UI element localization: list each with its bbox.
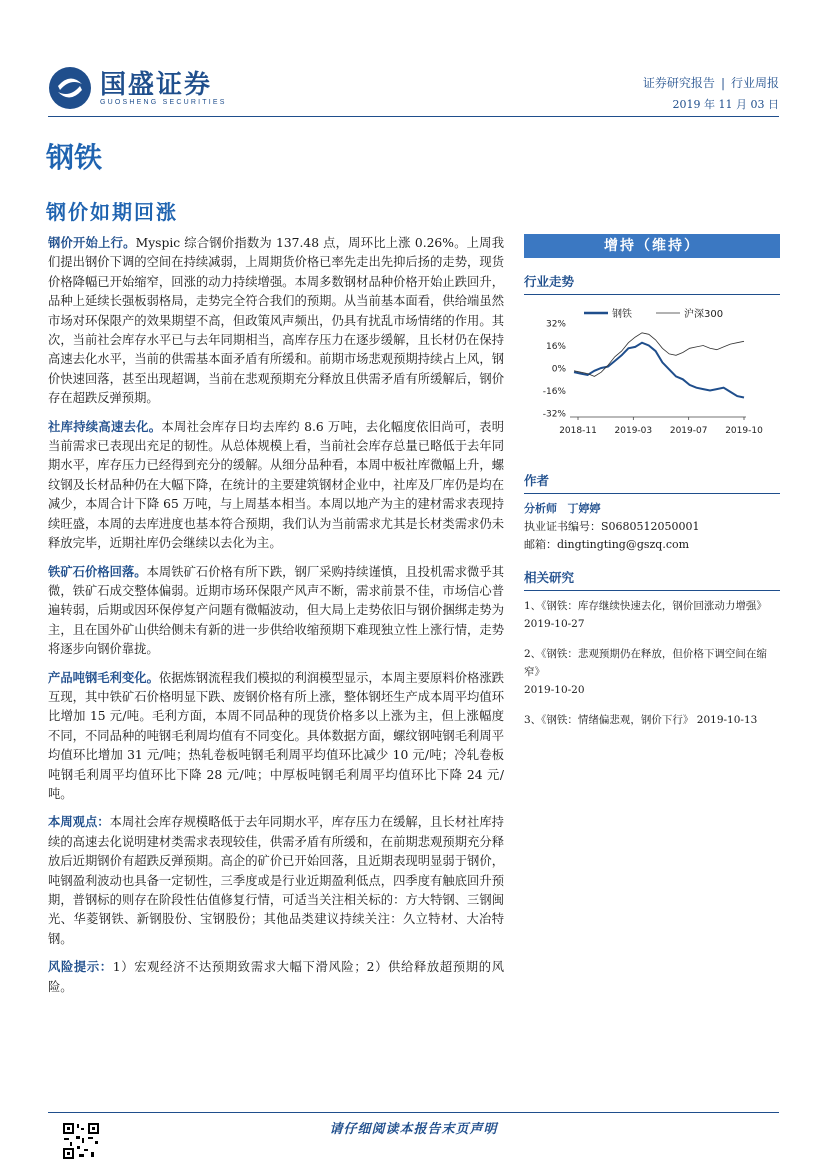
logo-name-cn: 国盛证券 (100, 69, 213, 100)
email-link[interactable]: dingtingting@gszq.com (557, 538, 690, 551)
related-list (524, 597, 780, 729)
related-item[interactable] (524, 645, 780, 699)
section-paragraph (48, 234, 504, 409)
main-content (48, 234, 504, 1006)
logo-icon (48, 66, 92, 110)
x-tick-label: 2019-10 (725, 426, 763, 436)
section-body: 本周社会库存规模略低于去年同期水平，库存压力在缓解，且长材社库持续的高速去化说明建材类需求表现较佳，供需矛盾有所缓和，在前期悲观预期充分释放后近期钢价有超跌反弹预期。高企的矿价已开始回落，且近期表现明显弱于钢价，吨钢盈利波动也具备一定韧性，三季度或是行业近期盈利低点，四季度有触底回升预期，普钢标的则存在阶段性估值修复行情，可适当关注相关标的：方大特钢、三钢闽光、华菱钢铁、新钢股份、宝钢股份；其他品类建议持续关注：久立特材、大冶特钢。 (48, 815, 504, 946)
section-paragraph (48, 813, 504, 949)
section-body: 1）宏观经济不达预期致需求大幅下滑风险；2）供给释放超预期的风险。 (48, 960, 504, 994)
license-label: 执业证书编号： (524, 520, 601, 533)
related-heading: 相关研究 (524, 568, 780, 591)
section-heading: 本周观点： (48, 815, 110, 830)
trend-chart-svg (524, 301, 780, 457)
y-tick-label: 16% (545, 342, 566, 352)
license-number: S0680512050001 (601, 520, 700, 533)
related-title-inline (524, 711, 780, 729)
related-item[interactable] (524, 711, 780, 729)
trend-chart (524, 301, 780, 457)
y-tick-label: -32% (542, 409, 566, 420)
sector-name: 钢铁 (46, 141, 103, 174)
section-body: 依据炼钢流程我们模拟的利润模型显示，本周主要原料价格涨跌互现，其中铁矿石价格明显下跌、废钢价格有所上涨，整体钢坯生产成本周平均值环比增加 15 元/吨。毛利方面，本周不同品种的现货价格多以上涨为主，但上涨幅度不同，不同品种的吨钢毛利周均值有不同变化。具体数据方面，螺纹钢吨钢毛利周平均值环比增加 31 元/吨；热轧卷板吨钢毛利周平均值环比减少 10 元/吨；冷轧卷板吨钢毛利周平均值环比下降 28 元/吨；中厚板吨钢毛利周平均值环比下降 24 元/吨。 (48, 670, 504, 801)
legend-label-steel: 钢铁 (612, 309, 632, 320)
footer-divider (48, 1112, 779, 1113)
section-paragraph (48, 669, 504, 805)
footer-disclaimer: 请仔细阅读本报告末页声明 (329, 1122, 498, 1137)
related-date: 2019-10-13 (696, 714, 758, 726)
analyst-label: 分析师 (524, 502, 557, 515)
report-date: 2019 年 11 月 03 日 (672, 98, 779, 111)
y-tick-label: -16% (542, 387, 566, 397)
section-paragraph (48, 418, 504, 554)
report-category: 行业周报 (730, 76, 779, 90)
section-paragraph (48, 563, 504, 660)
related-title: 2、《钢铁：悲观预期仍在释放，但价格下调空间在缩窄》 (524, 648, 767, 678)
related-date: 2019-10-27 (524, 618, 585, 630)
x-tick-label: 2019-07 (669, 426, 708, 436)
header-divider (48, 116, 779, 117)
trend-heading: 行业走势 (524, 272, 780, 295)
report-type-line: 证券研究报告 | 行业周报 (642, 76, 779, 90)
section-heading: 风险提示： (48, 960, 113, 975)
section-body: 本周铁矿石价格有所下跌，钢厂采购持续谨慎，且投机需求微乎其微，铁矿石成交整体偏弱。近期市场环保限产风声不断，需求前景不佳，市场信心普遍转弱，后期或因环保停复产问题有微幅波动，但大局上走势依旧与钢价捆绑走势为主，且在国外矿山供给侧未有新的进一步供给收缩预期下难现独立性上涨行情，走势将逐步向钢价靠拢。 (48, 564, 504, 657)
x-tick-label: 2019-03 (614, 426, 653, 436)
y-tick-label: 32% (545, 319, 566, 330)
analyst-name: 丁婷婷 (567, 502, 601, 515)
brand-logo (48, 66, 227, 110)
section-heading: 铁矿石价格回落。 (48, 564, 147, 579)
related-item[interactable] (524, 597, 780, 633)
related-title: 3、《钢铁：情绪偏悲观，钢价下行》 (524, 714, 694, 726)
section-heading: 产品吨钢毛利变化。 (48, 670, 159, 685)
author-heading: 作者 (524, 471, 780, 494)
section-heading: 钢价开始上行。 (48, 236, 136, 250)
rating-badge: 增持（维持） (524, 234, 780, 258)
x-tick-label: 2018-11 (559, 426, 597, 436)
legend-label-hs300: 沪深300 (684, 309, 724, 320)
report-title: 钢价如期回涨 (46, 200, 178, 224)
section-paragraph (48, 958, 504, 997)
report-type: 证券研究报告 (642, 76, 715, 90)
y-tick-label: 0% (551, 364, 566, 375)
logo-name-en: GUOSHENG SECURITIES (100, 98, 227, 106)
sidebar (524, 234, 780, 741)
section-body: Myspic 综合钢价指数为 137.48 点，周环比上涨 0.26%。上周我们提出钢价下调的空间在持续减弱，上周期货价格已率先走出先抑后扬的走势，现货价格降幅已开始缩窄，回涨的动力持续增强。本周多数钢材品种价格开始止跌回升，品种上延续长强板弱格局，走势完全符合我们的预期。从当前基本面看，供给端虽然市场对环保限产的效果期望不高，但政策风声频出，仍具有扰乱市场情绪的作用。其次，当前社会库存水平已与去年同期相当，高库存压力在逐步缓解，且长材仍在保持高速去化水平，当前的供需基本面矛盾有所缓和。前期市场悲观预期持续占上风，钢价快速回落，甚至出现超调，当前在悲观预期充分释放且供需矛盾有所缓解后，钢价存在超跌反弹预期。 (48, 236, 504, 406)
series-line-steel (574, 343, 744, 398)
section-body: 本周社会库存日均去库约 8.6 万吨，去化幅度依旧尚可，表明当前需求已表现出充足的韧性。从总体规模上看，当前社会库存总量已略低于去年同期水平，库存压力已经得到充分的缓解。从细分品种看，本周中板社库微幅上升，螺纹钢及长材品种仍在大幅下降，在统计的主要建筑钢材企业中，社库及厂库仍是均在减少，本周合计下降 65 万吨，与上周基本相当。本周以地产为主的建材需求表现持续旺盛，本周的去库进度也基本符合预期，我们认为当前需求尤其是长材类需求仍未释放完毕，近期社库仍会继续以去化为主。 (48, 419, 504, 551)
email-label: 邮箱： (524, 538, 557, 551)
author-block (524, 500, 780, 554)
related-title: 1、《钢铁：库存继续快速去化，钢价回涨动力增强》 (524, 600, 767, 612)
section-heading: 社库持续高速去化。 (48, 419, 162, 434)
related-date: 2019-10-20 (524, 684, 585, 696)
series-line-hs300 (574, 333, 744, 377)
